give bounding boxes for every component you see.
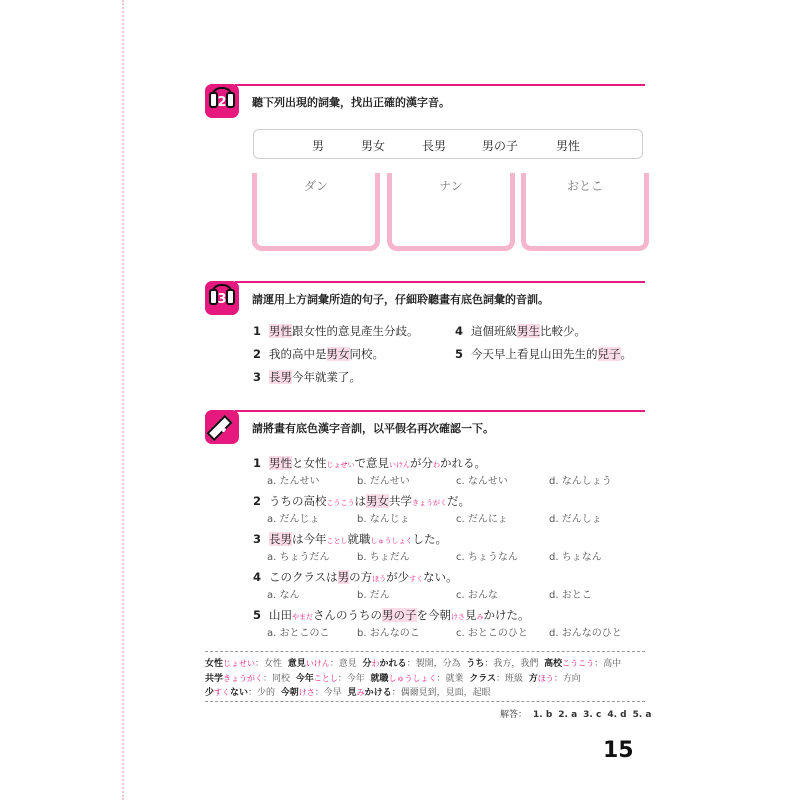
answer-item: 3. c	[583, 710, 602, 720]
option-b[interactable]: b. だん	[357, 590, 390, 601]
option-a[interactable]: a. ちょうだん	[267, 552, 330, 563]
question-sentence: 1 男性と女性じょせいで意見いけんが分わかれる。	[253, 456, 487, 470]
sentence-item: 1 男性跟女性的意見產生分歧。	[253, 324, 419, 338]
question-sentence: 5 山田やまださんのうちの男の子を今朝けさ見みかけた。	[253, 608, 530, 622]
vocab-line: 女性じょせい：女性 意見いけん：意見 分わかれる：製開，分為 うち：我方，我們 高校こうこう：高中	[205, 659, 622, 669]
option-c[interactable]: c. なんせい	[456, 476, 508, 487]
vocab-line: 少すくない：少的 今朝けさ：今早 見みかける：偶爾見到，見面，起眼	[205, 688, 491, 698]
answer-key	[500, 707, 651, 720]
section-rule	[235, 410, 645, 412]
sentence-item: 4 這個班級男生比較少。	[455, 324, 587, 338]
option-d[interactable]: d. おんなのひと	[549, 628, 622, 639]
answer-bracket[interactable]	[521, 173, 649, 251]
section-2	[205, 84, 645, 118]
vocab-line: 共学きょうがく：同校 今年ことし：今年 就職しゅうしょく：就業 クラス：班級 方ほう：方向	[205, 673, 581, 684]
section-3	[205, 281, 645, 315]
section-4	[205, 410, 645, 444]
page-number: 15	[603, 738, 634, 763]
question-sentence: 3 長男は今年ことし就職しゅうしょくした。	[253, 532, 448, 546]
section-rule	[235, 84, 645, 86]
option-a[interactable]: a. たんせい	[267, 476, 320, 487]
word-bank	[253, 129, 643, 159]
option-b[interactable]: b. なんじょ	[357, 514, 410, 525]
question	[253, 607, 673, 640]
reading-label: ナン	[439, 179, 463, 193]
section-title: 請將畫有底色漢字音訓，以平假名再次確認一下。	[252, 422, 494, 435]
option-d[interactable]: d. ちょなん	[549, 552, 602, 563]
answer-item: 2. a	[558, 710, 578, 720]
word-item: 男の子	[482, 139, 519, 153]
spine-dotted-line	[122, 0, 124, 800]
option-a[interactable]: a. だんじょ	[267, 514, 320, 525]
option-d[interactable]: d. だんしょ	[549, 514, 602, 525]
section-title: 請運用上方詞彙所造的句子，仔細聆聽畫有底色詞彙的音訓。	[252, 293, 549, 306]
vocab-rule-top	[205, 651, 645, 652]
section-title: 聽下列出現的詞彙，找出正確的漢字音。	[252, 96, 450, 109]
answer-item: 5. a	[632, 710, 652, 720]
sentence-item: 2 我的高中是男女同校。	[253, 347, 385, 361]
headphones-icon	[205, 84, 239, 118]
word-item: 男女	[361, 139, 386, 153]
option-c[interactable]: c. おんな	[456, 590, 498, 601]
option-a[interactable]: a. おとこのこ	[267, 628, 330, 639]
option-c[interactable]: c. おとこのひと	[456, 628, 528, 639]
option-c[interactable]: c. だんにょ	[456, 514, 508, 525]
option-a[interactable]: a. なん	[267, 590, 300, 601]
answer-label: 解答：	[500, 710, 528, 720]
question	[253, 493, 673, 526]
answer-item: 1. b	[533, 710, 553, 720]
word-item: 男	[312, 139, 325, 153]
reading-label: ダン	[303, 179, 329, 193]
question-sentence: 4 このクラスは男の方ほうが少すくない。	[253, 570, 458, 584]
answer-bracket[interactable]	[387, 173, 515, 251]
pencil-icon	[205, 410, 239, 444]
answer-bracket[interactable]	[252, 173, 380, 251]
vocabulary-list	[205, 657, 645, 701]
headphones-icon	[205, 281, 239, 315]
option-d[interactable]: d. おとこ	[549, 590, 592, 601]
question-sentence: 2 うちの高校こうこうは男女共学きょうがくだ。	[253, 494, 471, 508]
section-number: 2	[217, 95, 227, 110]
question	[253, 569, 673, 602]
option-d[interactable]: d. なんしょう	[549, 476, 612, 487]
option-b[interactable]: b. ちょだん	[357, 552, 410, 563]
section-rule	[235, 281, 645, 283]
sentence-item: 3 長男今年就業了。	[253, 370, 362, 384]
option-b[interactable]: b. だんせい	[357, 476, 410, 487]
option-b[interactable]: b. おんなのこ	[357, 628, 420, 639]
answer-item: 4. d	[607, 710, 627, 720]
vocab-rule-bottom	[205, 701, 645, 702]
word-item: 長男	[422, 139, 447, 153]
reading-label: おとこ	[566, 179, 603, 193]
option-c[interactable]: c. ちょうなん	[456, 552, 518, 563]
word-item: 男性	[556, 139, 581, 153]
section-number: 4	[217, 421, 227, 436]
sentence-item: 5 今天早上看見山田先生的兒子。	[455, 347, 633, 361]
question	[253, 455, 673, 488]
section-number: 3	[217, 292, 227, 307]
question	[253, 531, 673, 564]
